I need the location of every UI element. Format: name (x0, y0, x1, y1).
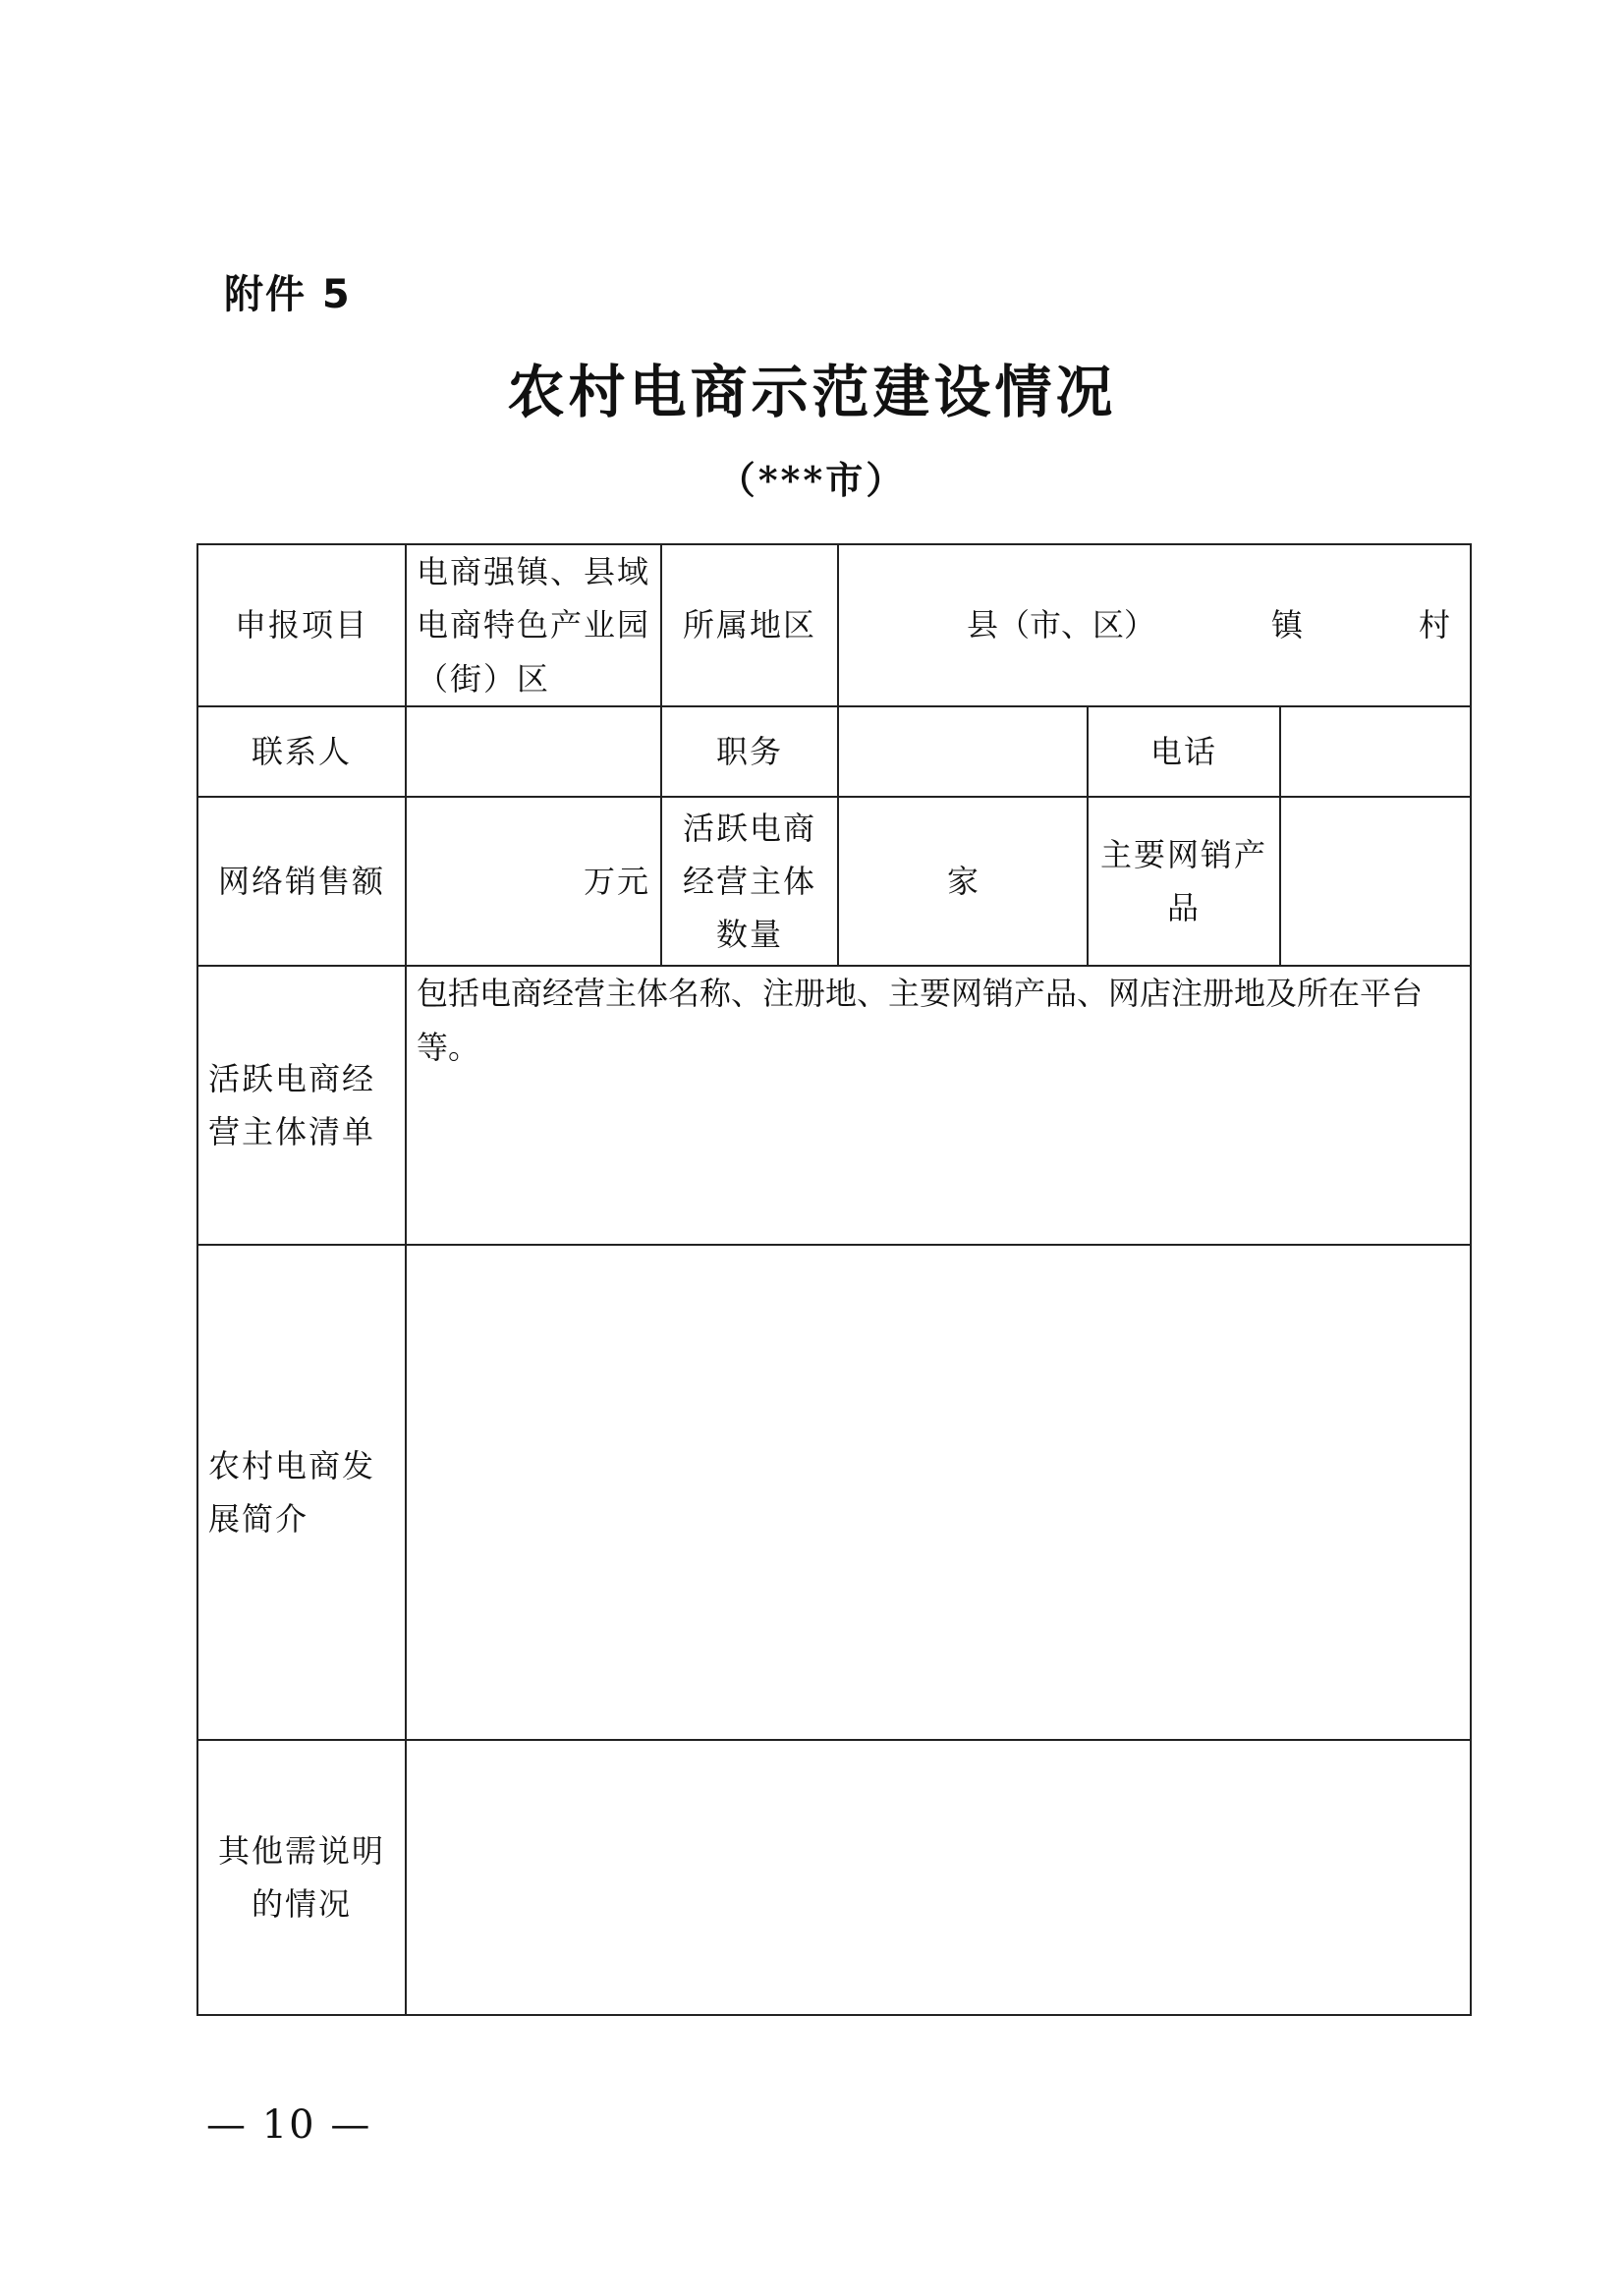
other-field[interactable] (406, 1740, 1471, 2015)
table-row-active-list (197, 966, 1471, 1245)
region-county: 县（市、区） (967, 606, 1156, 644)
position-field[interactable] (838, 706, 1088, 797)
active-list-field[interactable] (406, 966, 1471, 1245)
table-row-sales (197, 797, 1471, 966)
sales-unit: 万元 (583, 862, 650, 900)
intro-field[interactable] (406, 1245, 1471, 1740)
region-line (849, 598, 1460, 651)
table-row-contact (197, 706, 1471, 797)
count-unit: 家 (946, 862, 979, 900)
label-other: 其他需说明的情况 (197, 1740, 406, 2015)
phone-field[interactable] (1280, 706, 1471, 797)
contact-field[interactable] (406, 706, 661, 797)
label-active-count: 活跃电商经营主体数量 (661, 797, 838, 966)
label-main-products: 主要网销产品 (1088, 797, 1280, 966)
label-intro: 农村电商发展简介 (197, 1245, 406, 1740)
page-number: — 10 — (206, 2102, 372, 2148)
table-row-intro (197, 1245, 1471, 1740)
table-row-project (197, 544, 1471, 706)
label-sales: 网络销售额 (197, 797, 406, 966)
active-count-field[interactable] (838, 797, 1088, 966)
label-contact: 联系人 (197, 706, 406, 797)
document-subtitle: （***市） (717, 458, 907, 502)
application-form-table (196, 543, 1472, 2016)
region-town: 镇 (1270, 606, 1303, 644)
label-region: 所属地区 (661, 544, 838, 706)
label-project: 申报项目 (197, 544, 406, 706)
main-products-field[interactable] (1280, 797, 1471, 966)
table-row-other (197, 1740, 1471, 2015)
label-position: 职务 (661, 706, 838, 797)
label-active-list: 活跃电商经营主体清单 (197, 966, 406, 1245)
region-field[interactable] (838, 544, 1471, 706)
active-list-hint: 包括电商经营主体名称、注册地、主要网销产品、网店注册地及所在平台等。 (417, 975, 1424, 1066)
attachment-label: 附件 5 (224, 272, 352, 317)
sales-field[interactable] (406, 797, 661, 966)
document-title: 农村电商示范建设情况 (507, 359, 1117, 425)
label-phone: 电话 (1088, 706, 1280, 797)
project-description: 电商强镇、县域电商特色产业园（街）区 (406, 544, 661, 706)
region-village: 村 (1418, 606, 1450, 644)
